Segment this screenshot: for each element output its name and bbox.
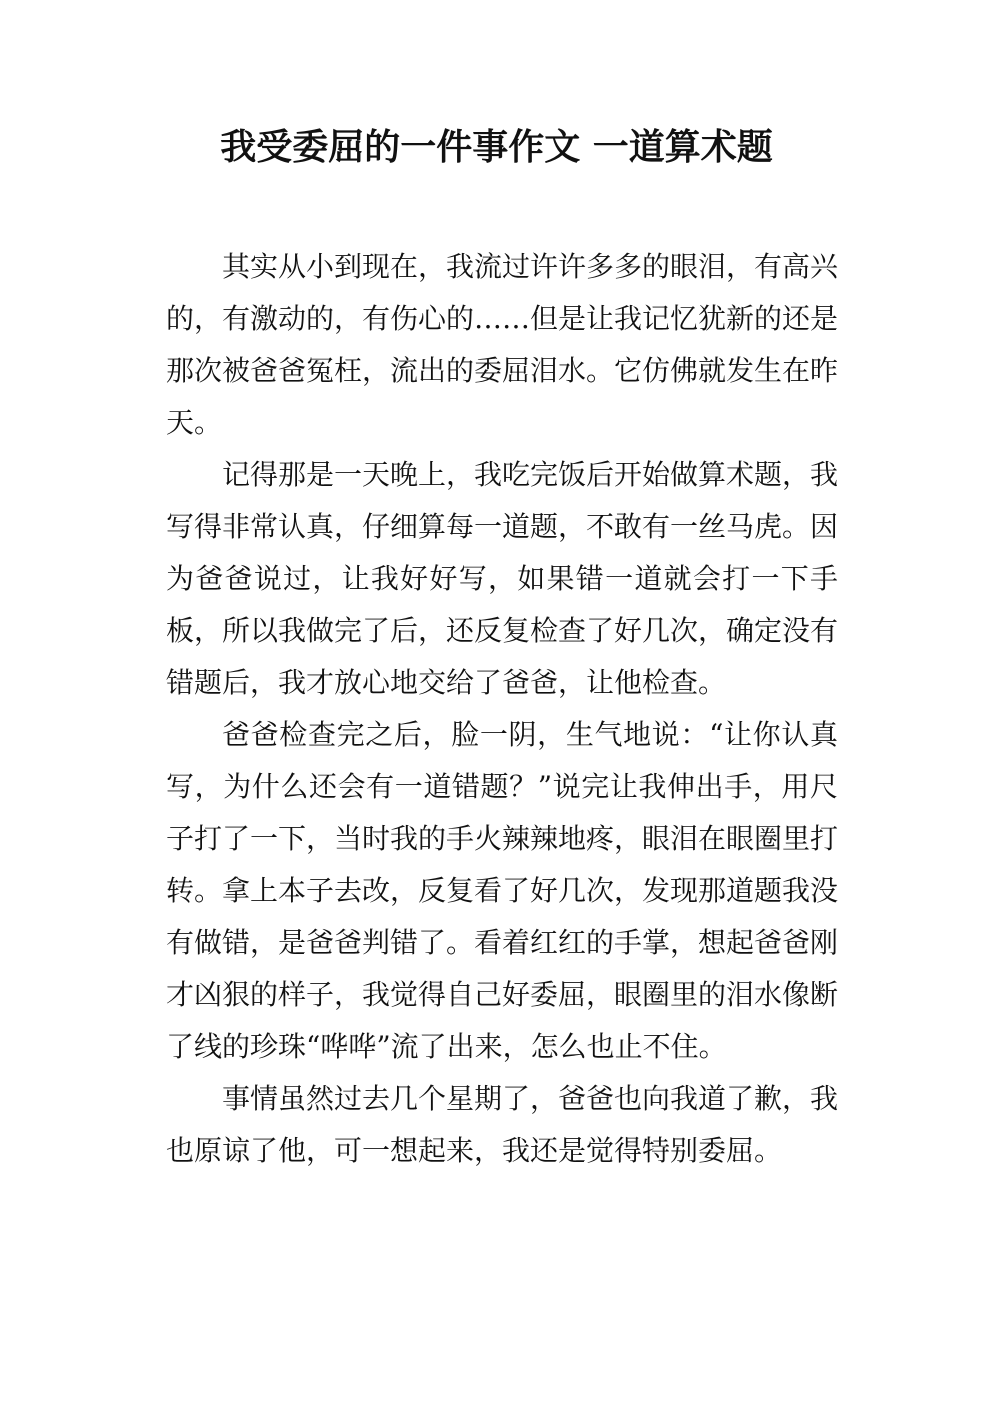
paragraph: 其实从小到现在，我流过许许多多的眼泪，有高兴的，有激动的，有伤心的……但是让我记忆犹新的还是那次被爸爸冤枉，流出的委屈泪水。它仿佛就发生在昨天。: [166, 250, 839, 439]
paragraph: 事情虽然过去几个星期了，爸爸也向我道了歉，我也原谅了他，可一想起来，我还是觉得特别委屈。: [166, 1082, 839, 1167]
document-title: 我受委屈的一件事作文 一道算术题: [220, 127, 773, 168]
paragraph: 爸爸检查完之后，脸一阴，生气地说：“让你认真写，为什么还会有一道错题？”说完让我伸出手，用尺子打了一下，当时我的手火辣辣地疼，眼泪在眼圈里打转。拿上本子去改，反复看了好几次，发现那道题我没有做错，是爸爸判错了。看着红红的手掌，想起爸爸刚才凶狠的样子，我觉得自己好委屈，眼圈里的泪水像断了线的珍珠“哗哗”流了出来，怎么也止不住。: [166, 718, 839, 1063]
paragraph: 记得那是一天晚上，我吃完饭后开始做算术题，我写得非常认真，仔细算每一道题，不敢有一丝马虎。因为爸爸说过，让我好好写，如果错一道就会打一下手板，所以我做完了后，还反复检查了好几次，确定没有错题后，我才放心地交给了爸爸，让他检查。: [166, 458, 839, 699]
document-body: [166, 241, 838, 1177]
